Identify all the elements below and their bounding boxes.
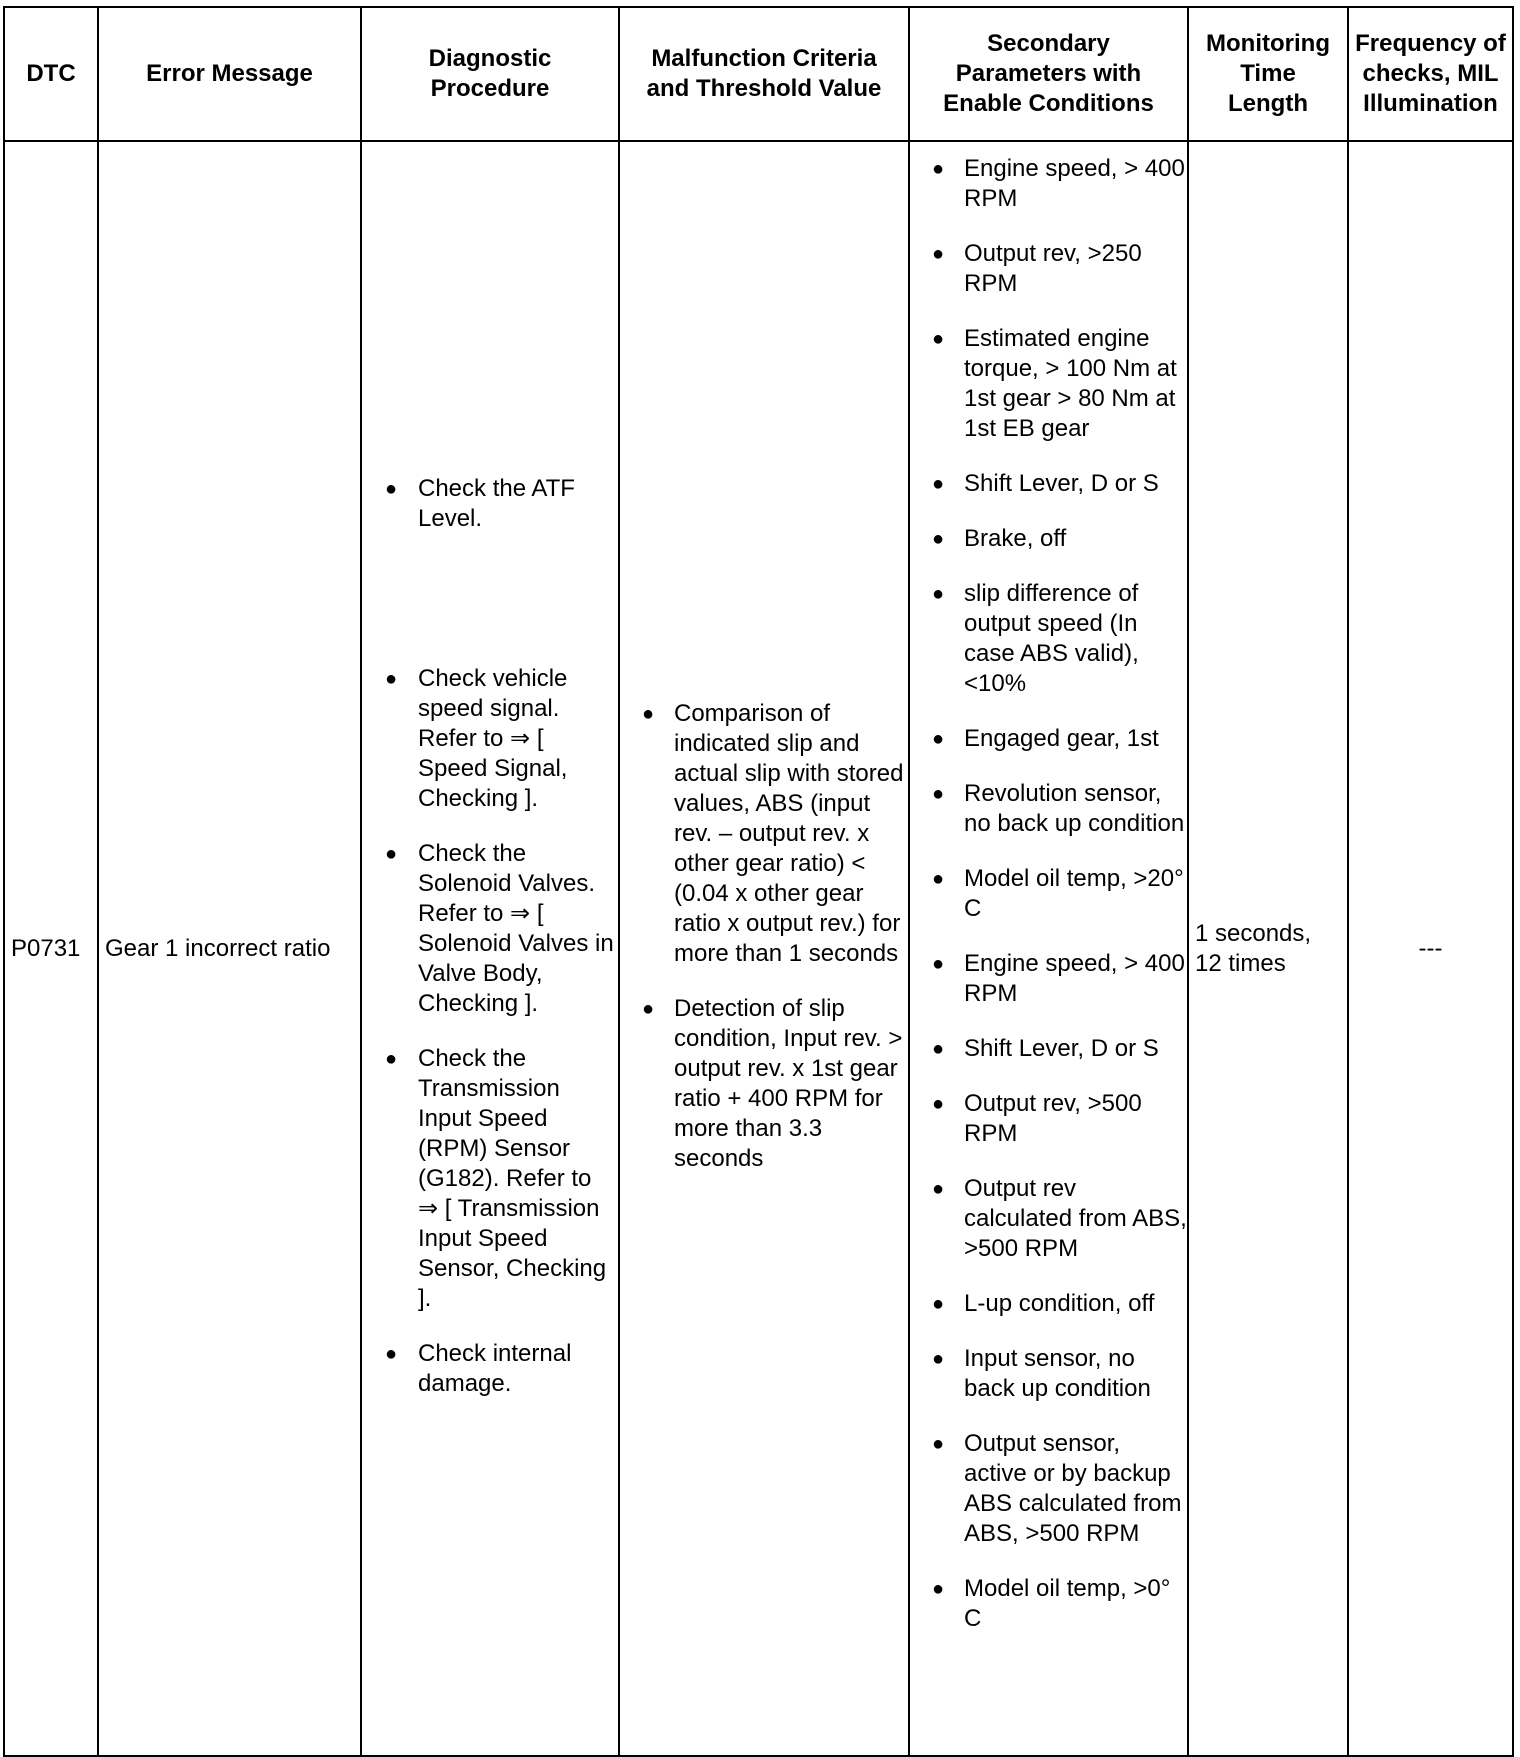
frequency-mil: --- [1348,141,1513,1756]
parameter-item: ● Output rev, >500 RPM [910,1089,1187,1149]
error-message: Gear 1 incorrect ratio [98,141,361,1756]
parameter-item: ● Shift Lever, D or S [910,469,1187,499]
parameter-item: ● Revolution sensor, no back up condition [910,779,1187,839]
parameter-item: ● Output rev, >250 RPM [910,239,1187,299]
parameter-item: ● Input sensor, no back up condition [910,1344,1187,1404]
malfunction-criteria-cell [619,141,909,1756]
monitoring-time: 1 seconds, 12 times [1188,141,1348,1756]
secondary-parameters-list [910,154,1187,1634]
procedure-item: ● Check vehicle speed signal. Refer to ⇒ [ Speed Signal, Checking ]. [362,664,618,814]
header-error-message: Error Message [98,7,361,141]
parameter-item: ● slip difference of output speed (In case ABS valid), <10% [910,579,1187,699]
dtc-code: P0731 [4,141,98,1756]
parameter-item: ● L-up condition, off [910,1289,1187,1319]
diagnostic-procedure-list [362,474,618,1399]
criteria-item: ● Comparison of indicated slip and actual slip with stored values, ABS (input rev. – output rev. x other gear ratio) < (0.04 x other gear ratio x output rev.) for more than 1 seconds [620,699,908,969]
header-row [4,7,1513,141]
parameter-item: ● Engine speed, > 400 RPM [910,949,1187,1009]
parameter-item: ● Output sensor, active or by backup ABS calculated from ABS, >500 RPM [910,1429,1187,1549]
parameter-item: ● Model oil temp, >20° C [910,864,1187,924]
procedure-item: ● Check the ATF Level. [362,474,618,534]
header-monitoring-time: Monitoring Time Length [1188,7,1348,141]
parameter-item: ● Brake, off [910,524,1187,554]
dtc-table [3,6,1514,1757]
procedure-item: ● Check the Transmission Input Speed (RPM) Sensor (G182). Refer to ⇒ [ Transmission Input Speed Sensor, Checking ]. [362,1044,618,1314]
header-dtc: DTC [4,7,98,141]
parameter-item: ● Engine speed, > 400 RPM [910,154,1187,214]
parameter-item: ● Estimated engine torque, > 100 Nm at 1st gear > 80 Nm at 1st EB gear [910,324,1187,444]
header-secondary-parameters: Secondary Parameters with Enable Conditions [909,7,1188,141]
malfunction-criteria-list [620,699,908,1174]
secondary-parameters-cell [909,141,1188,1756]
parameter-item: ● Output rev calculated from ABS, >500 RPM [910,1174,1187,1264]
diagnostic-procedure-cell [361,141,619,1756]
parameter-item: ● Shift Lever, D or S [910,1034,1187,1064]
parameter-item: ● Model oil temp, >0° C [910,1574,1187,1634]
procedure-item: ● Check internal damage. [362,1339,618,1399]
header-malfunction-criteria: Malfunction Criteria and Threshold Value [619,7,909,141]
procedure-item: ● Check the Solenoid Valves. Refer to ⇒ [ Solenoid Valves in Valve Body, Checking ]. [362,839,618,1019]
criteria-item: ● Detection of slip condition, Input rev. > output rev. x 1st gear ratio + 400 RPM for more than 3.3 seconds [620,994,908,1174]
header-frequency: Frequency of checks, MIL Illumination [1348,7,1513,141]
parameter-item: ● Engaged gear, 1st [910,724,1187,754]
header-diagnostic-procedure: Diagnostic Procedure [361,7,619,141]
table-row [4,141,1513,1756]
